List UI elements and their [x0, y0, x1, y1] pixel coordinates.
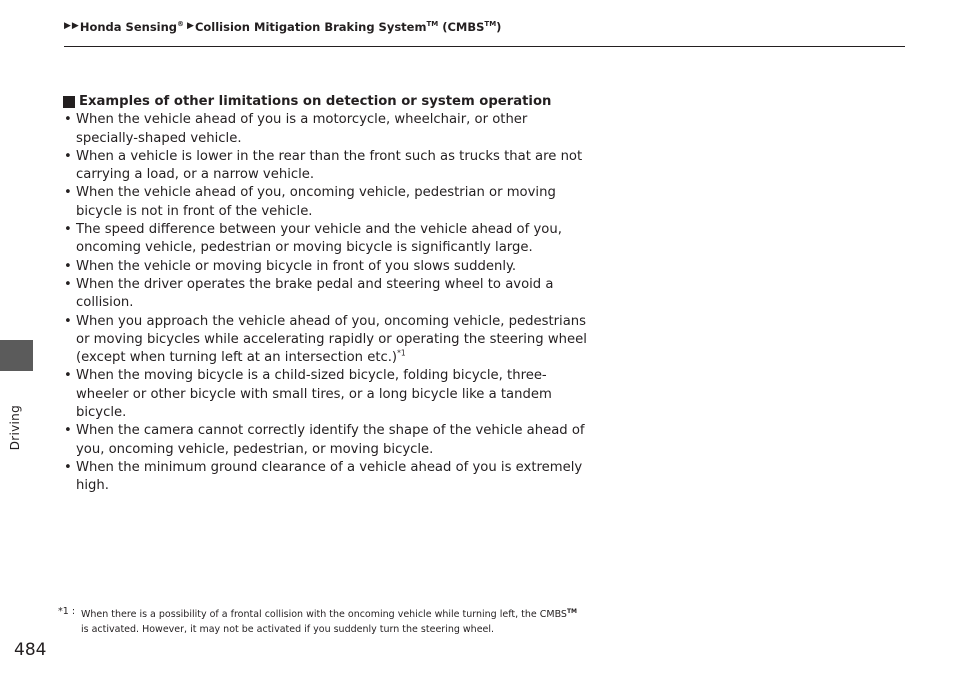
bullet-icon: • — [64, 148, 72, 164]
list-item: • When you approach the vehicle ahead of you, oncoming vehicle, pedestrians or moving bicycles while accelerating rapidly or operating the steering wheel (except when turning left at an intersection etc.)$^{*1}$ — [64, 313, 587, 366]
section-heading-text: Examples of other limitations on detection or system operation — [79, 94, 552, 109]
footnote-text: When there is a possibility of a frontal collision with the oncoming vehicle while turning left, the CMBS™ is activated. However, it may not be activated if you suddenly turn the steering wheel. — [81, 608, 578, 636]
bullet-icon: • — [64, 185, 72, 201]
main-content — [63, 93, 588, 496]
section-heading — [63, 93, 588, 111]
bullet-icon: • — [64, 368, 72, 384]
page-number: 484 — [14, 640, 47, 660]
breadcrumb — [64, 17, 501, 37]
list-item: • When the vehicle ahead of you, oncoming vehicle, pedestrian or moving bicycle is not in front of the vehicle. — [64, 185, 556, 219]
breadcrumb-arrow-icon: ▶ — [64, 21, 71, 31]
breadcrumb-current: Collision Mitigation Braking System™ (CMBS™) — [194, 20, 502, 34]
bullet-icon: • — [64, 313, 72, 329]
list-item: • When the vehicle or moving bicycle in front of you slows suddenly. — [63, 258, 588, 276]
list-item: • When the driver operates the brake pedal and steering wheel to avoid a collision. — [64, 276, 554, 311]
bullet-icon: • — [64, 222, 72, 238]
bullet-icon: • — [64, 459, 72, 475]
breadcrumb-link-honda-sensing[interactable]: Honda Sensing® — [79, 20, 185, 34]
breadcrumb-arrow-icon: ▶ — [71, 21, 79, 31]
limitations-list — [63, 111, 588, 495]
list-item: • When the camera cannot correctly identify the shape of the vehicle ahead of you, oncoming vehicle, pedestrian, or moving bicycle. — [64, 423, 585, 457]
header-divider — [64, 46, 905, 47]
list-item: • When the moving bicycle is a child-sized bicycle, folding bicycle, three-wheeler or other bicycle with small tires, or a long bicycle like a tandem bicycle. — [64, 368, 552, 421]
list-item: • When a vehicle is lower in the rear than the front such as trucks that are not carrying a load, or a narrow vehicle. — [64, 148, 583, 183]
section-label: Driving — [8, 405, 22, 451]
bullet-icon: • — [64, 258, 72, 274]
list-item: • The speed difference between your vehicle and the vehicle ahead of you, oncoming vehicle, pedestrian or moving bicycle is significantly large. — [64, 222, 562, 256]
breadcrumb-arrow-icon: ▶ — [187, 21, 194, 31]
bullet-icon: • — [64, 276, 72, 292]
list-item: • When the minimum ground clearance of a vehicle ahead of you is extremely high. — [64, 459, 583, 494]
list-item: • When the vehicle ahead of you is a motorcycle, wheelchair, or other specially-shaped vehicle. — [64, 112, 528, 146]
bullet-icon: • — [64, 112, 72, 128]
footnote-ref[interactable]: *1 — [397, 348, 406, 358]
square-bullet-icon — [63, 96, 75, 108]
footnote-marker: *1 : — [58, 606, 76, 617]
footnote — [58, 604, 618, 637]
section-tab — [0, 340, 33, 371]
bullet-icon: • — [64, 423, 72, 439]
